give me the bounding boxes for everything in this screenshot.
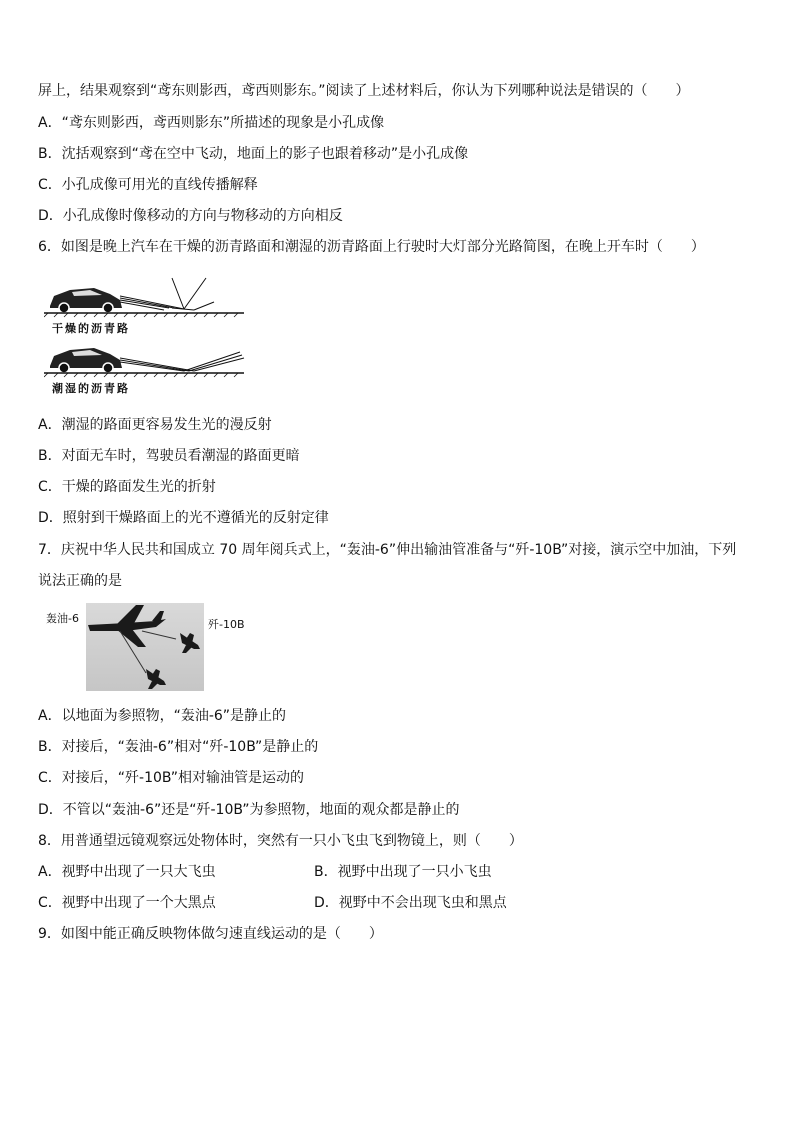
q8-option-d: D．视野中不会出现飞虫和黑点: [314, 895, 507, 911]
q6-option-d: D．照射到干燥路面上的光不遵循光的反射定律: [38, 510, 329, 526]
fighter-aircraft-icon-1: [180, 633, 200, 653]
dry-light-rays: [120, 278, 214, 310]
q8-stem: 8．用普通望远镜观察远处物体时，突然有一只小飞虫飞到物镜上，则（ ）: [38, 833, 523, 849]
q9-stem: 9．如图中能正确反映物体做匀速直线运动的是（ ）: [38, 926, 383, 942]
q8-option-c: C．视野中出现了一个大黑点: [38, 895, 216, 911]
fighter-aircraft-icon-2: [146, 669, 166, 689]
q5-stem-continuation: 屏上，结果观察到“鸢东则影西，鸢西则影东。”阅读了上述材料后，你认为下列哪种说法是错误的（ ）: [38, 83, 690, 99]
q6-option-a: A．潮湿的路面更容易发生光的漫反射: [38, 417, 272, 433]
q7-option-a: A．以地面为参照物，“轰油-6”是静止的: [38, 708, 287, 724]
fighter-label: 歼-10B: [208, 618, 245, 631]
dry-road-caption: 干燥的沥青路: [52, 322, 130, 335]
q6-option-b: B．对面无车时，驾驶员看潮湿的路面更暗: [38, 448, 300, 464]
tanker-aircraft-icon: [88, 605, 166, 647]
car-dry-icon: [50, 288, 122, 313]
aircraft-silhouettes: [86, 603, 204, 691]
q7-stem-line2: 说法正确的是: [38, 573, 122, 589]
q7-stem-line1: 7．庆祝中华人民共和国成立 70 周年阅兵式上，“轰油-6”伸出输油管准备与“歼-10B”对接，演示空中加油，下列: [38, 542, 737, 558]
q6-option-c: C．干燥的路面发生光的折射: [38, 479, 216, 495]
tanker-label: 轰油-6: [46, 612, 79, 625]
car-wet-icon: [50, 348, 122, 373]
q7-option-d: D．不管以“轰油-6”还是“歼-10B”为参照物，地面的观众都是静止的: [38, 802, 460, 818]
road-reflection-figure: [44, 272, 254, 402]
aerial-refuel-photo: [86, 603, 204, 691]
q8-option-b: B．视野中出现了一只小飞虫: [314, 864, 492, 880]
q5-option-a: A．“鸢东则影西，鸢西则影东”所描述的现象是小孔成像: [38, 115, 385, 131]
wet-road-caption: 潮湿的沥青路: [52, 382, 130, 395]
q7-option-c: C．对接后，“歼-10B”相对输油管是运动的: [38, 770, 304, 786]
wet-light-rays: [120, 352, 244, 371]
q7-option-b: B．对接后，“轰油-6”相对“歼-10B”是静止的: [38, 739, 319, 755]
q6-stem: 6．如图是晚上汽车在干燥的沥青路面和潮湿的沥青路面上行驶时大灯部分光路简图，在晚上开车时（ ）: [38, 239, 705, 255]
q5-option-c: C．小孔成像可用光的直线传播解释: [38, 177, 258, 193]
q5-option-d: D．小孔成像时像移动的方向与物移动的方向相反: [38, 208, 343, 224]
q5-option-b: B．沈括观察到“鸢在空中飞动，地面上的影子也跟着移动”是小孔成像: [38, 146, 469, 162]
q8-option-a: A．视野中出现了一只大飞虫: [38, 864, 216, 880]
